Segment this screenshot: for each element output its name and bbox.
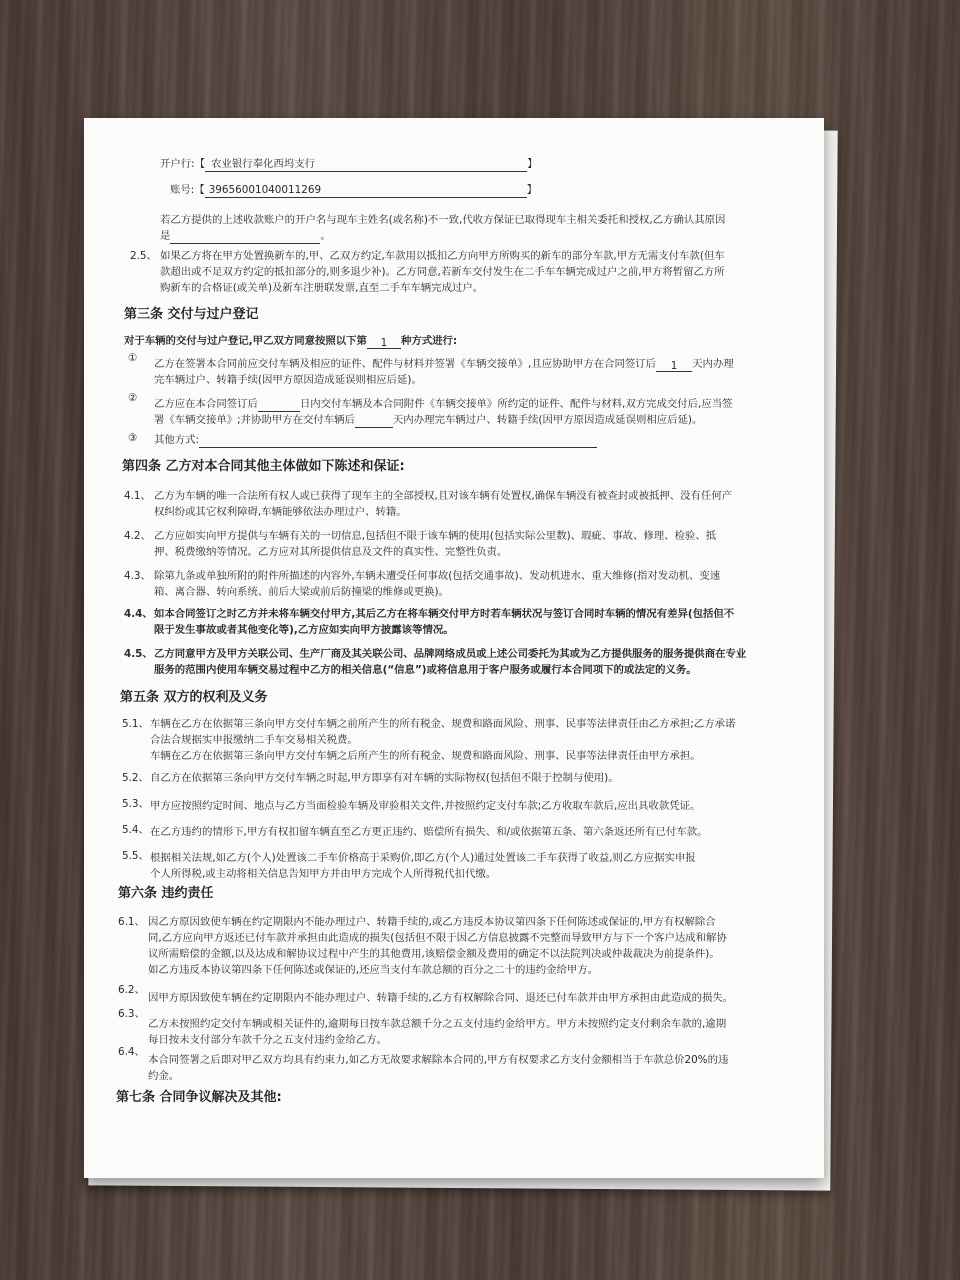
clause-5-1-number: 5.1、 <box>122 718 149 730</box>
article-7-title: 第七条 合同争议解决及其他: <box>116 1090 282 1105</box>
bank-value-field <box>205 156 527 172</box>
clause-4-4 <box>154 606 734 638</box>
clause-6-1-line: 如乙方违反本协议第四条下任何陈述或保证的,还应当支付车款总额的百分之二十的违约金给甲方。 <box>148 964 599 976</box>
bank-note-pre: 是 <box>160 230 171 242</box>
option-2-transfer-days-field <box>355 414 393 428</box>
clause-6-2: 因甲方原因致使车辆在约定期限内不能办理过户、转籍手续的,乙方有权解除合同、退还已付车款并由甲方承担由此造成的损失。 <box>148 992 734 1004</box>
clause-6-3-line: 乙方未按照约定交付车辆或相关证件的,逾期每日按车款总额千分之五支付违约金给甲方。甲方未按照约定支付剩余车款的,逾期 <box>148 1018 727 1030</box>
option-1-days-field <box>656 358 692 372</box>
clause-6-4-line: 约金。 <box>148 1070 180 1082</box>
option-3-number: ③ <box>128 432 138 444</box>
clause-4-2-line: 押、税费缴纳等情况。乙方应对其所提供信息及文件的真实性、完整性负责。 <box>154 546 508 558</box>
article-5-title: 第五条 双方的权利及义务 <box>120 690 268 705</box>
clause-4-2-number: 4.2、 <box>124 530 151 542</box>
option-1-line-2: 完车辆过户、转籍手续(因甲方原因造成延误则相应后延)。 <box>154 374 422 386</box>
clause-5-1-line: 合法合规据实申报缴纳二手车交易相关税费。 <box>150 734 358 746</box>
clause-5-5-number: 5.5、 <box>122 850 149 862</box>
clause-6-1-line: 因乙方原因致使车辆在约定期限内不能办理过户、转籍手续的,或乙方违反本协议第四条下任何陈述或保证的,甲方有权解除合 <box>148 916 716 928</box>
bank-close: 】 <box>527 158 538 170</box>
option-1-days-value: 1 <box>670 360 678 372</box>
bank-value: 农业银行奉化西坞支行 <box>211 158 315 170</box>
clause-6-1-line: 同,乙方应向甲方返还已付车款并承担由此造成的损失(包括但不限于因乙方信息披露不完整而导致甲方与下一个客户达成和解协 <box>148 932 727 944</box>
option-1-post: 天内办理 <box>692 358 734 370</box>
clause-6-2-number: 6.2、 <box>118 984 145 996</box>
bank-note-line-1: 若乙方提供的上述收款账户的开户名与现车主姓名(或名称)不一致,代收方保证已取得现车主相关委托和授权,乙方确认其原因 <box>160 214 726 226</box>
clause-6-3-number: 6.3、 <box>118 1008 145 1020</box>
clause-4-4-number: 4.4、 <box>124 608 153 620</box>
article-3-intro-pre: 对于车辆的交付与过户登记,甲乙双方同意按照以下第 <box>124 335 367 347</box>
clause-2-5 <box>160 248 725 296</box>
bank-note-post: 。 <box>320 230 331 242</box>
clause-4-4-line: 限于发生事故或者其他变化等),乙方应如实向甲方披露该等情况。 <box>154 624 454 636</box>
clause-4-5-line: 乙方同意甲方及甲方关联公司、生产厂商及其关联公司、品牌网络成员或上述公司委托为其或为乙方提供服务的服务提供商在专业 <box>154 648 747 660</box>
article-3-intro-post: 种方式进行: <box>400 335 458 347</box>
account-value: 39656001040011269 <box>208 184 322 196</box>
clause-6-4 <box>148 1052 728 1084</box>
bank-label: 开户行:【 <box>160 158 206 170</box>
article-6-title: 第六条 违约责任 <box>118 886 214 901</box>
option-1-line-1 <box>154 356 734 372</box>
option-2-pre: 乙方应在本合同签订后 <box>154 398 258 410</box>
option-2-line-2 <box>154 412 702 428</box>
clause-5-2-number: 5.2、 <box>122 772 149 784</box>
account-label: 账号:【 <box>170 184 205 196</box>
clause-6-4-number: 6.4、 <box>118 1046 145 1058</box>
option-2-post-2: 天内办理完车辆过户、转籍手续(因甲方原因造成延误则相应后延)。 <box>392 414 703 426</box>
article-4-title: 第四条 乙方对本合同其他主体做如下陈述和保证: <box>122 459 405 474</box>
clause-6-1-number: 6.1、 <box>118 916 145 928</box>
option-3-line <box>154 432 597 448</box>
option-2-pre-2: 署《车辆交接单》;并协助甲方在交付车辆后 <box>154 414 355 426</box>
account-close: 】 <box>526 184 538 196</box>
article-3-method-value: 1 <box>380 337 388 349</box>
option-1-number: ① <box>128 352 138 364</box>
clause-5-5 <box>150 850 696 882</box>
bank-line <box>160 156 537 172</box>
clause-4-1 <box>154 488 732 520</box>
article-3-intro <box>124 333 457 349</box>
clause-2-5-line: 款超出或不足双方约定的抵扣部分的,则多退少补)。乙方同意,若新车交付发生在二手车车辆完成过户之前,甲方将暂留乙方所 <box>160 266 725 278</box>
clause-2-5-line: 如果乙方将在甲方处置换新车的,甲、乙双方约定,车款用以抵扣乙方向甲方所购买的新车的部分车款,甲方无需支付车款(但车 <box>160 250 725 262</box>
clause-5-5-line: 根据相关法规,如乙方(个人)处置该二手车价格高于采购价,即乙方(个人)通过处置该二手车获得了收益,则乙方应据实申报 <box>150 852 696 864</box>
option-2-line-1 <box>154 396 733 412</box>
option-2-mid: 日内交付车辆及本合同附件《车辆交接单》所约定的证件、配件与材料,双方完成交付后,应当签 <box>299 398 733 410</box>
clause-5-3: 甲方应按照约定时间、地点与乙方当面检验车辆及审验相关文件,并按照约定支付车款;乙方收取车款后,应出具收款凭证。 <box>150 800 701 812</box>
bank-note-line-2 <box>160 221 331 242</box>
clause-5-4: 在乙方违约的情形下,甲方有权扣留车辆直至乙方更正违约、赔偿所有损失、和/或依据第五条、第六条返还所有已付车款。 <box>150 826 708 838</box>
clause-6-3 <box>148 1016 726 1048</box>
option-2-number: ② <box>128 392 138 404</box>
clause-6-1-line: 议所需赔偿的金额,以及达成和解协议过程中产生的其他费用,该赔偿金额及费用的确定不以法院判决或仲裁裁决为前提条件)。 <box>148 948 720 960</box>
clause-4-3-line: 箱、离合器、转向系统、前后大梁或前后防撞梁的维修或更换)。 <box>154 586 449 598</box>
article-3-title: 第三条 交付与过户登记 <box>124 307 259 322</box>
clause-5-1-line: 车辆在乙方在依据第三条向甲方交付车辆之前所产生的所有税金、规费和路面风险、刑事、民事等法律责任由乙方承担;乙方承诺 <box>150 718 736 730</box>
clause-4-1-line: 乙方为车辆的唯一合法所有权人或已获得了现车主的全部授权,且对该车辆有处置权,确保车辆没有被查封或被抵押、没有任何产 <box>154 490 733 502</box>
option-3-label: 其他方式: <box>154 434 200 446</box>
article-3-method-field <box>367 335 401 349</box>
clause-4-2 <box>154 528 716 560</box>
clause-6-1 <box>148 914 727 978</box>
contract-page <box>84 118 824 1178</box>
clause-4-5-number: 4.5、 <box>124 648 153 660</box>
clause-5-4-number: 5.4、 <box>122 824 149 836</box>
clause-4-5-line: 服务的范围内使用车辆交易过程中乙方的相关信息(“信息”)或将信息用于客户服务或履行本合同项下的或法定的义务。 <box>154 664 697 676</box>
account-line <box>170 182 537 198</box>
clause-5-3-number: 5.3、 <box>122 798 149 810</box>
clause-6-3-line: 每日按未支付部分车款千分之五支付违约金给乙方。 <box>148 1034 387 1046</box>
clause-4-5 <box>154 646 746 678</box>
option-1-pre: 乙方在签署本合同前应交付车辆及相应的证件、配件与材料并签署《车辆交接单》,且应协助甲方在合同签订后 <box>154 358 657 370</box>
clause-4-2-line: 乙方应如实向甲方提供与车辆有关的一切信息,包括但不限于该车辆的使用(包括实际公里数)、瑕疵、事故、修理、检验、抵 <box>154 530 717 542</box>
account-value-field <box>205 182 527 198</box>
clause-5-5-line: 个人所得税,或主动将相关信息告知甲方并由甲方完成个人所得税代扣代缴。 <box>150 868 497 880</box>
clause-4-4-line: 如本合同签订之时乙方并未将车辆交付甲方,其后乙方在将车辆交付甲方时若车辆状况与签订合同时车辆的情况有差异(包括但不 <box>154 608 735 620</box>
clause-4-1-number: 4.1、 <box>124 490 151 502</box>
clause-4-3 <box>154 568 720 600</box>
clause-4-3-number: 4.3、 <box>124 570 151 582</box>
clause-5-1 <box>150 716 735 764</box>
clause-2-5-number: 2.5、 <box>130 250 157 262</box>
option-2-days-field <box>258 398 300 412</box>
option-3-field <box>199 434 597 448</box>
clause-5-2: 自乙方在依据第三条向甲方交付车辆之时起,甲方即享有对车辆的实际物权(包括但不限于控制与使用)。 <box>150 772 619 784</box>
clause-6-4-line: 本合同签署之后即对甲乙双方均具有约束力,如乙方无故要求解除本合同的,甲方有权要求乙方支付金额相当于车款总价20%的违 <box>148 1054 729 1066</box>
clause-5-1-line: 车辆在乙方在依据第三条向甲方交付车辆之后所产生的所有税金、规费和路面风险、刑事、民事等法律责任由甲方承担。 <box>150 750 701 762</box>
clause-4-1-line: 权纠纷或其它权利障碍,车辆能够依法办理过户、转籍。 <box>154 506 407 518</box>
bank-reason-field <box>170 230 320 244</box>
clause-2-5-line: 购新车的合格证(或关单)及新车注册联发票,直至二手车车辆完成过户。 <box>160 282 484 294</box>
clause-4-3-line: 除第九条或单独所附的附件所描述的内容外,车辆未遭受任何事故(包括交通事故)、发动机进水、重大维修(指对发动机、变速 <box>154 570 721 582</box>
